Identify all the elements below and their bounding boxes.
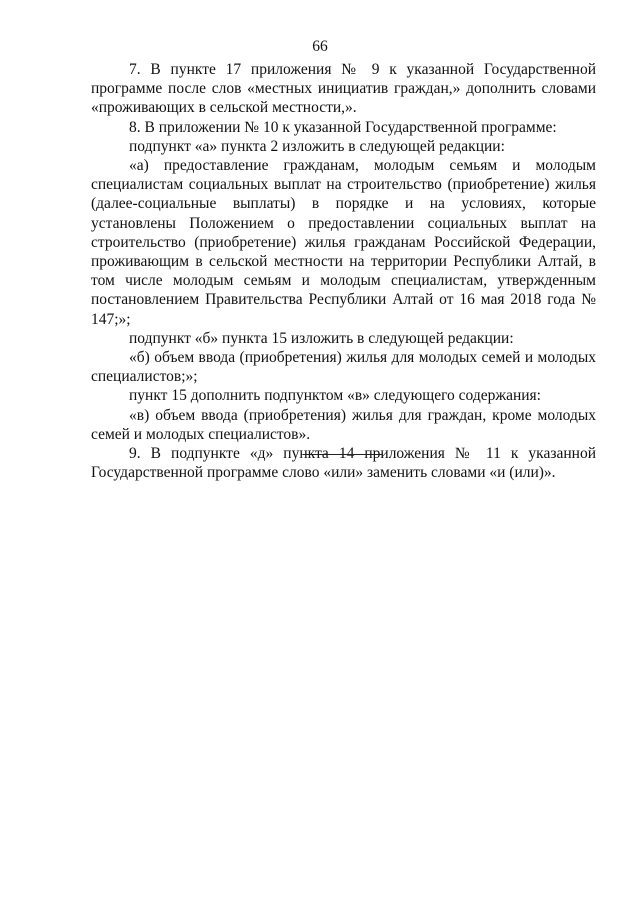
paragraph-item-8: 8. В приложении № 10 к указанной Государственной программе: (129, 118, 557, 136)
paragraph-subitem-b-heading: подпункт «б» пункта 15 изложить в следующей редакции: (129, 329, 514, 347)
document-body (91, 60, 596, 482)
paragraph-subitem-v-text: «в) объем ввода (приобретения) жилья для граждан, кроме молодых семей и молодых специалистов». (91, 406, 596, 443)
paragraph-item-7: 7. В пункте 17 приложения № 9 к указанной Государственной программе после слов «местных инициатив граждан,» дополнить словами «проживающих в сельской местности,». (91, 61, 596, 117)
paragraph-subitem-a-text: «а) предоставление гражданам, молодым семьям и молодым специалистам социальных выплат на строительство (приобретение) жилья (далее-социальные выплаты) в порядке и на условиях, которые установлены Положением о предоставлении социальных выплат на строительство (приобретение) жилья гражданам Российской Федерации, проживающим в сельской местности на территории Республики Алтай, в том числе молодым семьям и молодым специалистам, утвержденным постановлением Правительства Республики Алтай от 16 мая 2018 года № 147;»; (91, 157, 596, 328)
paragraph-item-9: 9. В подпункте «д» пункта 14 приложения № 11 к указанной Государственной программе слово «или» заменить словами «и (или)». (91, 445, 596, 482)
paragraph-subitem-a-heading: подпункт «а» пункта 2 изложить в следующей редакции: (129, 137, 505, 155)
paragraph-subitem-v-heading: пункт 15 дополнить подпунктом «в» следующего содержания: (129, 387, 541, 405)
end-separator-line (303, 454, 383, 455)
paragraph-subitem-b-text: «б) объем ввода (приобретения) жилья для молодых семей и молодых специалистов;»; (91, 349, 596, 386)
page-number: 66 (312, 38, 328, 55)
